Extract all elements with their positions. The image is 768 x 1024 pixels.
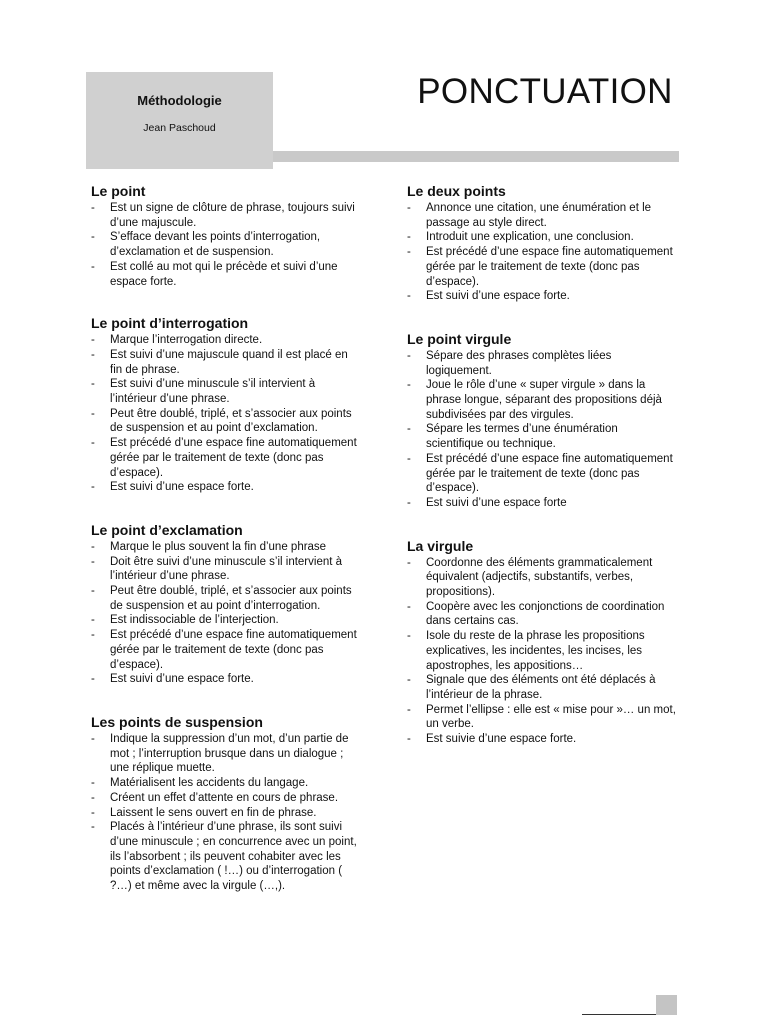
list-item: - Signale que des éléments ont été déplacés à l’intérieur de la phrase. [406,673,678,702]
list-item: - Est précédé d’une espace fine automatiquement gérée par le traitement de texte (donc pas d’espace). [406,452,678,496]
section-title-virgule: La virgule [407,537,474,554]
section-list-deux-points [406,201,678,304]
header-divider-bar [273,151,679,162]
list-item: - Joue le rôle d’une « super virgule » dans la phrase longue, séparant des propositions déjà subdivisées par des virgules. [406,378,678,422]
list-item: - Laissent le sens ouvert en fin de phrase. [90,806,362,821]
list-item: - Est précédé d’une espace fine automatiquement gérée par le traitement de texte (donc pas d’espace). [406,245,678,289]
list-item: - Est précédé d’une espace fine automatiquement gérée par le traitement de texte (donc pas d’espace). [90,436,362,480]
section-deux-points [406,183,678,304]
list-item: - Est suivi d’une espace forte. [406,289,678,304]
list-item: - Créent un effet d’attente en cours de phrase. [90,791,362,806]
list-item: - Est suivie d’une espace forte. [406,732,678,747]
section-list-point [90,201,362,289]
left-column [90,183,362,894]
section-list-interrogation [90,333,362,495]
section-suspension [90,714,362,894]
list-item: - Annonce une citation, une énumération et le passage au style direct. [406,201,678,230]
list-item: - Est suivi d’une espace forte. [90,672,362,687]
section-exclamation [90,522,362,687]
list-item: - S’efface devant les points d’interrogation, d’exclamation et de suspension. [90,230,362,259]
list-item: - Sépare des phrases complètes liées logiquement. [406,349,678,378]
section-title-deux-points: Le deux points [407,183,506,199]
list-item: - Placés à l’intérieur d’une phrase, ils sont suivi d’une minuscule ; en concurrence avec un point, ils l’absorbent ; ils peuvent cohabiter avec les points d’exclamation ( !…) ou d’interrogation ( ?…) et même avec la virgule (…,). [90,820,362,894]
list-item: - Est précédé d’une espace fine automatiquement gérée par le traitement de texte (donc pas d’espace). [90,628,362,672]
list-item: - Est suivi d’une espace forte. [90,480,362,495]
header-box [86,72,273,169]
list-item: - Coordonne des éléments grammaticalement équivalent (adjectifs, substantifs, verbes, propositions). [406,556,678,600]
list-item: - Est suivi d’une majuscule quand il est placé en fin de phrase. [90,348,362,377]
list-item: - Coopère avec les conjonctions de coordination dans certains cas. [406,600,678,629]
section-point [90,183,362,289]
section-title-suspension: Les points de suspension [91,713,263,730]
methodology-label: Méthodologie [137,93,222,108]
list-item: - Est indissociable de l’interjection. [90,613,362,628]
section-interrogation [90,315,362,495]
section-list-virgule [406,556,678,747]
section-title-interrogation: Le point d’interrogation [91,315,249,332]
list-item: - Matérialisent les accidents du langage. [90,776,362,791]
list-item: - Est suivi d’une espace forte [406,496,678,511]
list-item: - Est un signe de clôture de phrase, toujours suivi d’une majuscule. [90,201,362,230]
list-item: - Permet l’ellipse : elle est « mise pour »… un mot, un verbe. [406,703,678,732]
list-item: - Sépare les termes d’une énumération scientifique ou technique. [406,422,678,451]
list-item: - Introduit une explication, une conclusion. [406,230,678,245]
list-item: - Est collé au mot qui le précède et suivi d’une espace forte. [90,260,362,289]
page-title: PONCTUATION [417,72,673,111]
section-title-point-virgule: Le point virgule [407,330,512,347]
section-title-exclamation: Le point d’exclamation [91,521,243,538]
right-column [406,183,678,747]
list-item: - Indique la suppression d’un mot, d’un partie de mot ; l’interruption brusque dans un dialogue ; une réplique muette. [90,732,362,776]
footer-page-box [656,995,677,1015]
list-item: - Peut être doublé, triplé, et s’associer aux points de suspension et au point d’exclamation. [90,407,362,436]
list-item: - Marque l’interrogation directe. [90,333,362,348]
section-list-point-virgule [406,349,678,511]
section-virgule [406,538,678,747]
list-item: - Doit être suivi d’une minuscule s’il intervient à l’intérieur d’une phrase. [90,555,362,584]
list-item: - Marque le plus souvent la fin d’une phrase [90,540,362,555]
section-list-suspension [90,732,362,894]
section-list-exclamation [90,540,362,687]
list-item: - Peut être doublé, triplé, et s’associer aux points de suspension et au point d’interrogation. [90,584,362,613]
list-item: - Isole du reste de la phrase les propositions explicatives, les incidentes, les incises, les apostrophes, les appositions… [406,629,678,673]
list-item: - Est suivi d’une minuscule s’il intervient à l’intérieur d’une phrase. [90,377,362,406]
author-name: Jean Paschoud [143,122,216,134]
section-title-point: Le point [91,183,146,199]
section-point-virgule [406,331,678,511]
